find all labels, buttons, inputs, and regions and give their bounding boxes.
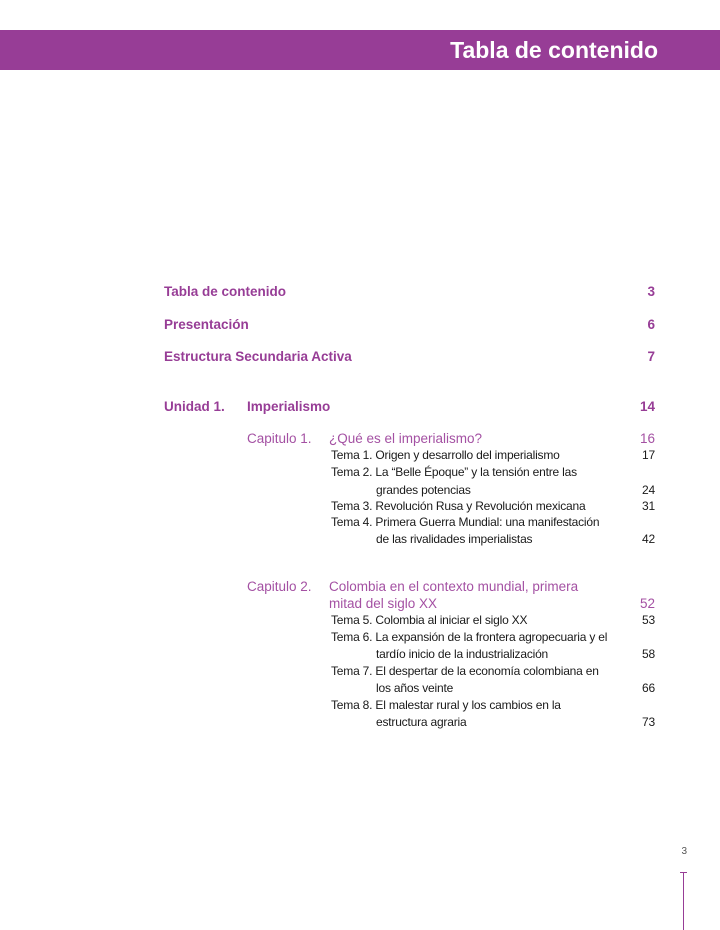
topic-page: 58 bbox=[642, 647, 655, 661]
chapter-page: 52 bbox=[639, 596, 655, 611]
toc-entry-page: 7 bbox=[647, 349, 655, 364]
topic-line-continuation[interactable]: estructura agraria bbox=[376, 715, 467, 729]
topic-page: 53 bbox=[642, 613, 655, 627]
chapter-title[interactable]: Colombia en el contexto mundial, primera bbox=[329, 579, 579, 594]
page-title: Tabla de contenido bbox=[450, 37, 658, 63]
topic-line-continuation[interactable]: tardío inicio de la industrialización bbox=[376, 647, 549, 661]
toc-entry-label[interactable]: Presentación bbox=[164, 317, 249, 332]
topic-line[interactable]: Tema 4. Primera Guerra Mundial: una manifestación bbox=[331, 515, 600, 529]
topic-line-continuation[interactable]: grandes potencias bbox=[376, 483, 471, 497]
topic-line[interactable]: Tema 7. El despertar de la economía colombiana en bbox=[331, 664, 599, 678]
topic-page: 24 bbox=[642, 483, 655, 497]
chapter-title[interactable]: ¿Qué es el imperialismo? bbox=[329, 431, 483, 446]
chapter-number: Capitulo 2. bbox=[247, 579, 312, 594]
chapter-page: 16 bbox=[639, 431, 655, 446]
topic-line-continuation[interactable]: los años veinte bbox=[376, 681, 454, 695]
topic-line[interactable]: Tema 1. Origen y desarrollo del imperialismo bbox=[331, 448, 560, 462]
unit-number: Unidad 1. bbox=[164, 399, 225, 414]
footer-tick bbox=[680, 872, 687, 873]
unit-title[interactable]: Imperialismo bbox=[247, 399, 331, 414]
footer-rule bbox=[683, 872, 684, 930]
topic-page: 17 bbox=[642, 448, 655, 462]
chapter-number: Capitulo 1. bbox=[247, 431, 312, 446]
topic-line[interactable]: Tema 3. Revolución Rusa y Revolución mexicana bbox=[331, 499, 586, 513]
topic-page: 66 bbox=[642, 681, 655, 695]
topic-page: 73 bbox=[642, 715, 655, 729]
topic-page: 31 bbox=[642, 499, 655, 513]
toc-entry-page: 6 bbox=[647, 317, 655, 332]
unit-page: 14 bbox=[639, 399, 655, 414]
toc-entry-page: 3 bbox=[647, 284, 655, 299]
chapter-title-continuation[interactable]: mitad del siglo XX bbox=[329, 596, 438, 611]
page-number: 3 bbox=[681, 846, 687, 857]
toc-entry-label[interactable]: Estructura Secundaria Activa bbox=[164, 349, 352, 364]
topic-line-continuation[interactable]: de las rivalidades imperialistas bbox=[376, 532, 533, 546]
topic-line[interactable]: Tema 6. La expansión de la frontera agropecuaria y el bbox=[331, 630, 608, 644]
topic-line[interactable]: Tema 5. Colombia al iniciar el siglo XX bbox=[331, 613, 528, 627]
topic-page: 42 bbox=[642, 532, 655, 546]
toc-entry-label[interactable]: Tabla de contenido bbox=[164, 284, 287, 299]
topic-line[interactable]: Tema 2. La “Belle Époque” y la tensión entre las bbox=[331, 465, 577, 479]
topic-line[interactable]: Tema 8. El malestar rural y los cambios en la bbox=[331, 698, 561, 712]
